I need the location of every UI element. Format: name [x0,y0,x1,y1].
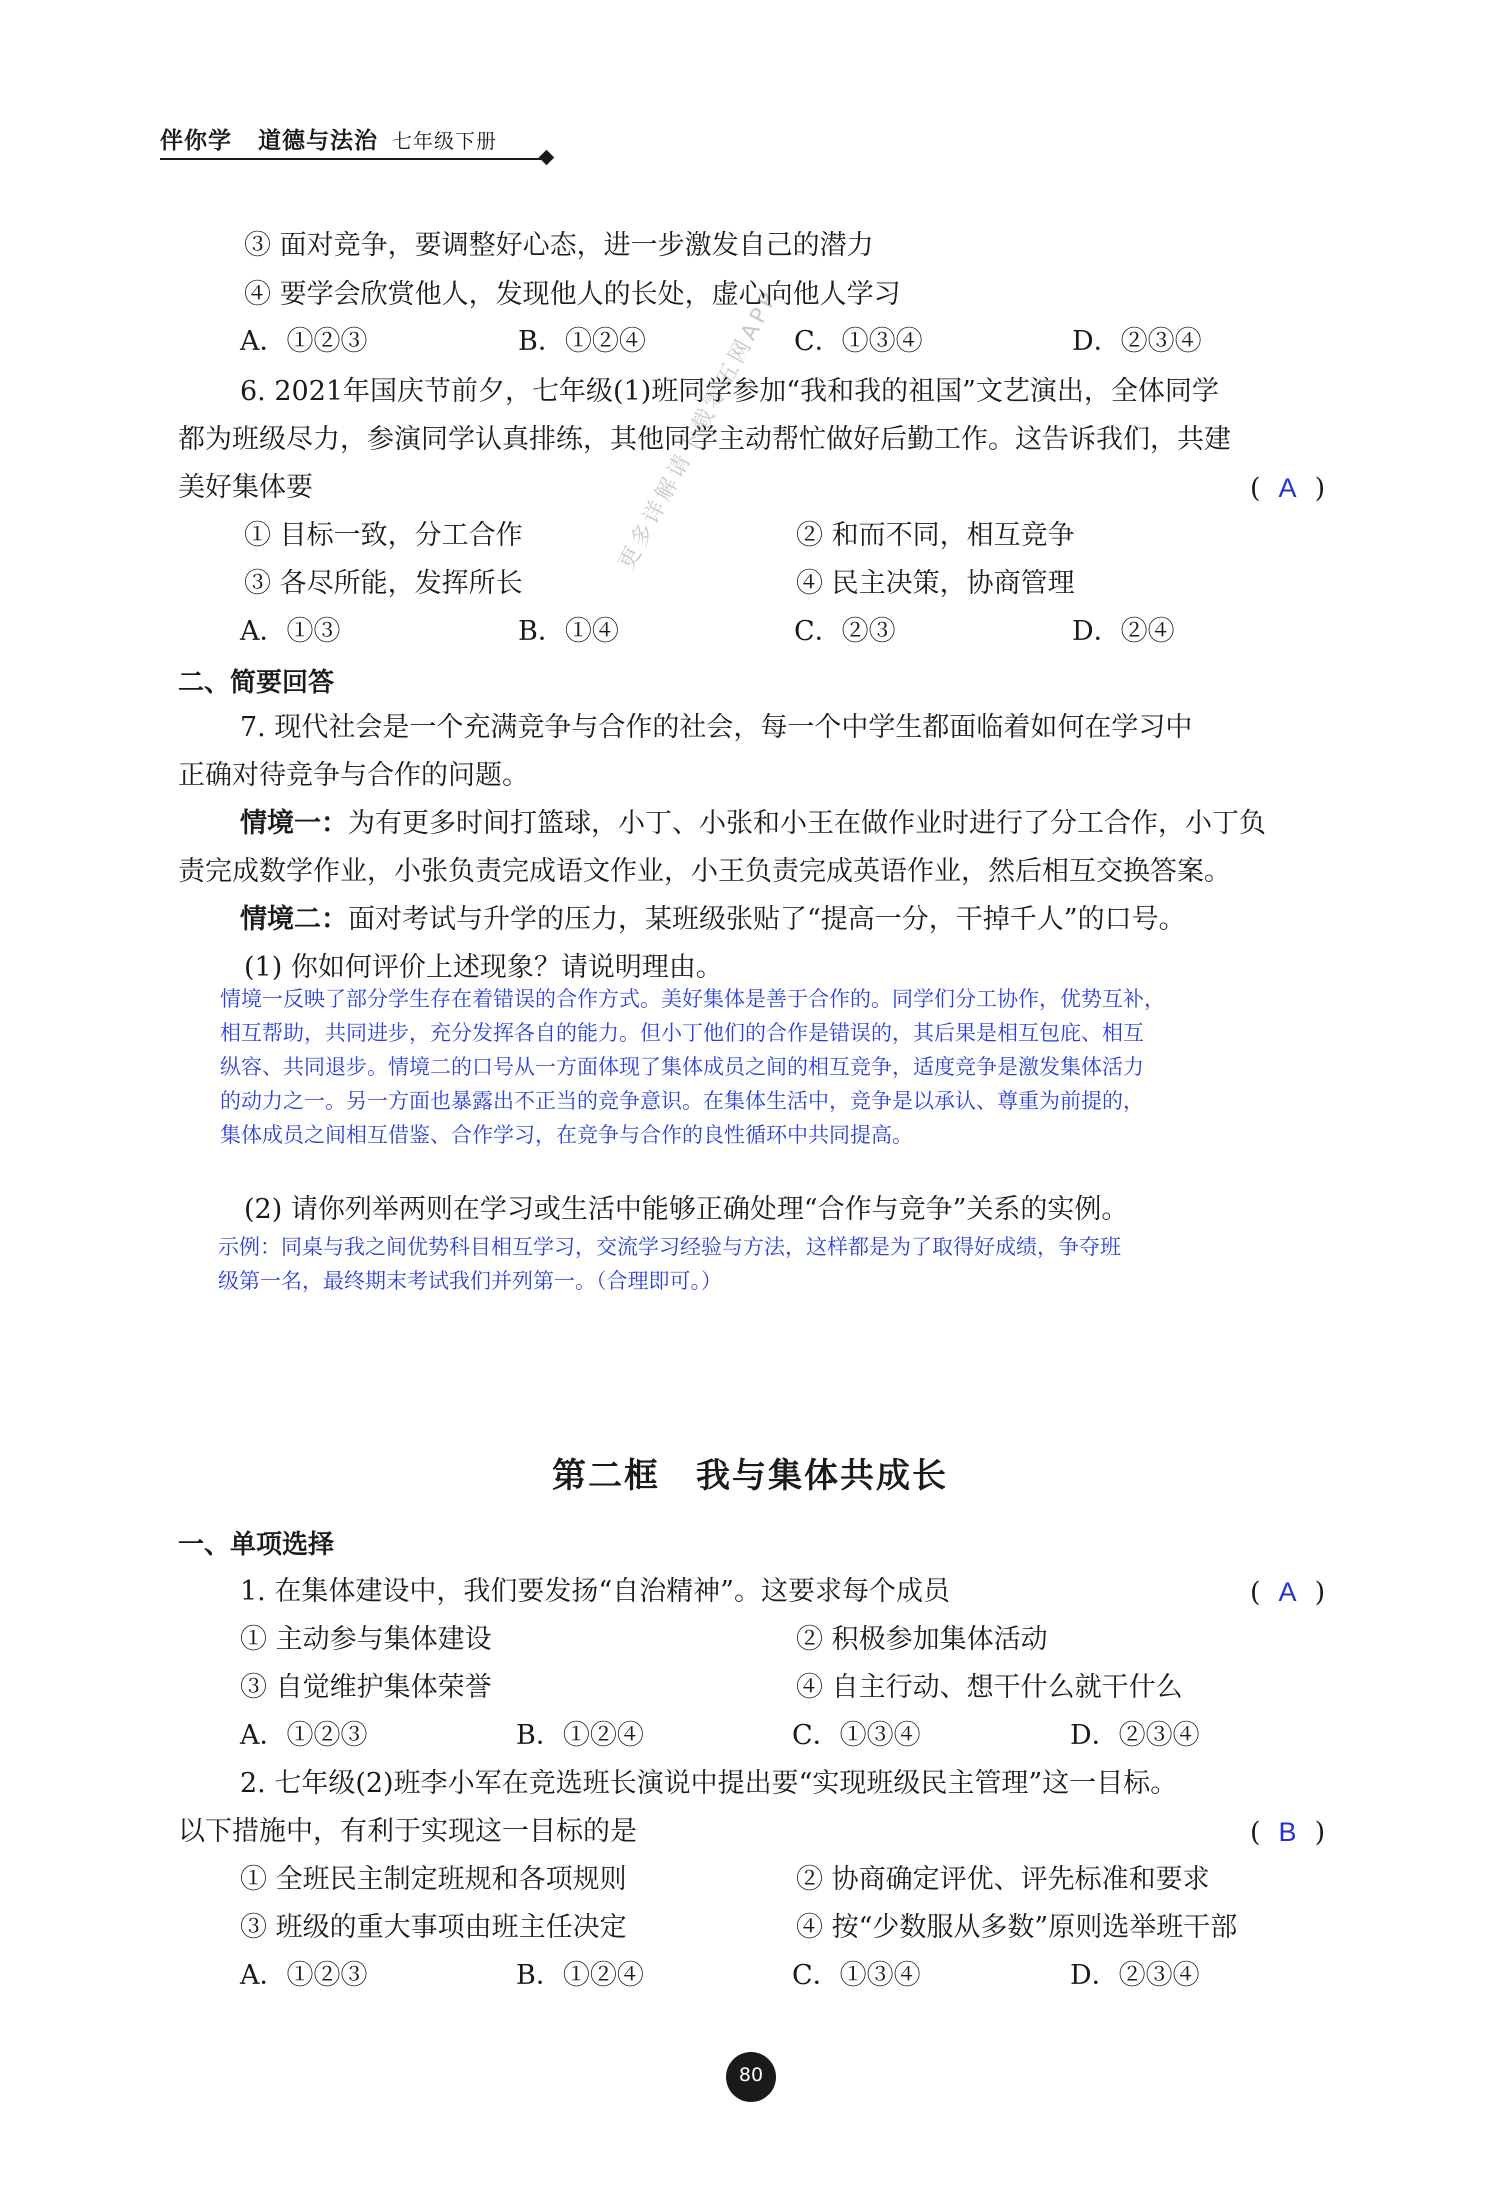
sub-question-1: (1) 你如何评价上述现象？请说明理由。 [244,952,723,983]
q2-answer: ( B ) [1250,1817,1326,1848]
prev-item-3: ③ 面对竞争，要调整好心态，进一步激发自己的潜力 [244,230,874,261]
prev-item-4: ④ 要学会欣赏他人，发现他人的长处，虚心向他人学习 [244,279,901,310]
q6-stem-line1: 6. 2021年国庆节前夕，七年级(1)班同学参加“我和我的祖国”文艺演出，全体同学 [240,376,1219,407]
running-header [160,122,497,155]
scenario-2-label: 情境二： [240,904,348,935]
option-b: B．①②④ [516,1960,644,1991]
header-brand: 伴你学 [160,128,232,154]
answer-1-line5: 集体成员之间相互借鉴、合作学习，在竞争与合作的良性循环中共同提高。 [220,1123,913,1147]
scenario-1-line1 [240,804,1266,844]
q2-item-2: ② 协商确定评优、评先标准和要求 [796,1864,1210,1895]
q2-item-4: ④ 按“少数服从多数”原则选举班干部 [796,1912,1238,1943]
header-diamond-icon [539,150,555,166]
q1-options [240,1716,1340,1756]
q1-answer: ( A ) [1250,1577,1326,1608]
header-subject: 道德与法治 [258,128,378,154]
option-a: A．①②③ [240,1960,368,1991]
option-d: D．②③④ [1070,1960,1200,1991]
q1-item-2: ② 积极参加集体活动 [796,1624,1048,1655]
q1-answer-letter: A [1278,1577,1297,1607]
scenario-1-label: 情境一： [240,808,348,839]
q1-item-4: ④ 自主行动、想干什么就干什么 [796,1672,1183,1703]
option-b: B．①②④ [516,1720,644,1751]
option-d: D．②③④ [1070,1720,1200,1751]
q1-item-1: ① 主动参与集体建设 [240,1624,492,1655]
scenario-2-text: 面对考试与升学的压力，某班级张贴了“提高一分，干掉千人”的口号。 [348,904,1186,935]
q6-item-3: ③ 各尽所能，发挥所长 [244,568,523,599]
q2-options [240,1956,1340,1996]
option-a: A．①③ [240,616,341,647]
option-c: C．①③④ [794,326,923,357]
q1-item-3: ③ 自觉维护集体荣誉 [240,1672,492,1703]
answer-2-line2: 级第一名，最终期末考试我们并列第一。（合理即可。） [218,1269,722,1293]
header-rule [160,158,545,160]
q7-stem-line1: 7. 现代社会是一个充满竞争与合作的社会，每一个中学生都面临着如何在学习中 [240,712,1193,743]
q6-item-1: ① 目标一致，分工合作 [244,520,523,551]
scenario-2-line [240,900,1186,940]
answer-1-line1: 情境一反映了部分学生存在着错误的合作方式。美好集体是善于合作的。同学们分工协作，优势互补， [220,987,1165,1011]
q6-item-2: ② 和而不同，相互竞争 [796,520,1075,551]
header-grade: 七年级下册 [392,129,497,153]
q2-item-3: ③ 班级的重大事项由班主任决定 [240,1912,627,1943]
chapter-title: 第二框 我与集体共成长 [552,1456,948,1496]
sub-question-2: (2) 请你列举两则在学习或生活中能够正确处理“合作与竞争”关系的实例。 [244,1194,1129,1225]
page-number: 80 [738,2064,764,2086]
q6-stem-line2: 都为班级尽力，参演同学认真排练，其他同学主动帮忙做好后勤工作。这告诉我们，共建 [178,424,1231,455]
option-c: C．①③④ [792,1720,921,1751]
watermark: 更多详解请下载零五网APP [614,285,784,575]
answer-1-line4: 的动力之一。另一方面也暴露出不正当的竞争意识。在集体生活中，竞争是以承认、尊重为前提的， [220,1089,1144,1113]
q2-item-1: ① 全班民主制定班规和各项规则 [240,1864,627,1895]
answer-2-line1: 示例：同桌与我之间优势科目相互学习，交流学习经验与方法，这样都是为了取得好成绩，争夺班 [218,1235,1121,1259]
option-b: B．①④ [518,616,619,647]
option-a: A．①②③ [240,326,368,357]
q6-answer-letter: A [1278,473,1297,503]
scenario-1-text: 为有更多时间打篮球，小丁、小张和小王在做作业时进行了分工合作，小丁负 [348,808,1266,839]
q2-stem-line1: 2. 七年级(2)班李小军在竞选班长演说中提出要“实现班级民主管理”这一目标。 [240,1768,1178,1799]
option-a: A．①②③ [240,1720,368,1751]
option-d: D．②④ [1072,616,1175,647]
section-title-single-choice: 一、单项选择 [178,1530,335,1560]
q6-item-4: ④ 民主决策，协商管理 [796,568,1075,599]
scenario-1-line2: 责完成数学作业，小张负责完成语文作业，小王负责完成英语作业，然后相互交换答案。 [178,856,1231,887]
q6-stem-line3: 美好集体要 [178,472,313,503]
q2-answer-letter: B [1278,1817,1297,1847]
answer-1-line2: 相互帮助，共同进步，充分发挥各自的能力。但小丁他们的合作是错误的，其后果是相互包庇、相互 [220,1021,1144,1045]
q6-answer: ( A ) [1250,473,1326,504]
q2-stem-line2: 以下措施中，有利于实现这一目标的是 [178,1816,637,1847]
option-d: D．②③④ [1072,326,1202,357]
q1-stem: 1. 在集体建设中，我们要发扬“自治精神”。这要求每个成员 [240,1576,950,1607]
prev-options [240,322,1340,362]
section-title-short-answer: 二、简要回答 [178,668,335,698]
q7-stem-line2: 正确对待竞争与合作的问题。 [178,760,529,791]
q6-options [240,612,1340,652]
answer-1-line3: 纵容、共同退步。情境二的口号从一方面体现了集体成员之间的相互竞争，适度竞争是激发集体活力 [220,1055,1144,1079]
option-c: C．②③ [794,616,896,647]
option-c: C．①③④ [792,1960,921,1991]
option-b: B．①②④ [518,326,646,357]
